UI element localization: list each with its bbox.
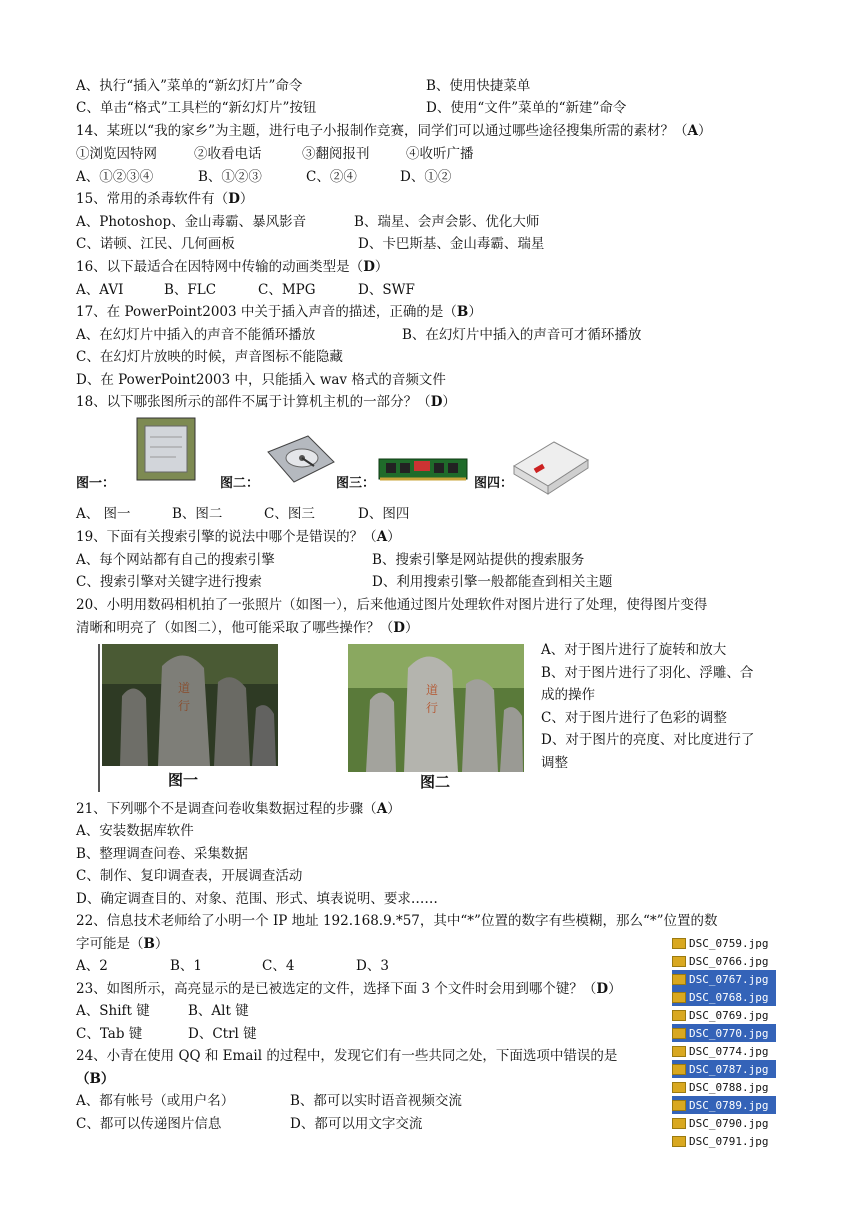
q18-option-b: B、图二 [172,506,223,522]
q17-option-a: A、在幻灯片中插入的声音不能循环播放 [76,327,316,343]
q17-answer: B [456,304,469,320]
file-item[interactable] [672,1114,776,1132]
scanner-image [508,436,594,496]
jpg-file-icon [672,1136,686,1147]
q18-stem: 18、以下哪张图所示的部件不属于计算机主机的一部分？（D） [76,394,456,410]
fig3-label: 图三： [336,476,376,491]
q20-option-c: C、对于图片进行了色彩的调整 [541,710,727,726]
fig1-label: 图一： [76,476,116,491]
file-name: DSC_0767.jpg [689,972,769,986]
photo-original [102,644,278,766]
q15-stem: 15、常用的杀毒软件有（D） [76,191,254,207]
q14-stem: 14、某班以“我的家乡”为主题，进行电子小报制作竞赛，同学们可以通过哪些途径搜集所需的素材？（A） [76,123,712,139]
figure-divider [98,644,100,792]
q14-item-3: ③翻阅报刊 [302,146,370,162]
q21-answer: A [376,801,388,817]
jpg-file-icon [672,1046,686,1057]
q22-answer: B [143,936,155,952]
q24-option-c: C、都可以传递图片信息 [76,1116,222,1132]
jpg-file-icon [672,992,686,1003]
photo2-caption: 图二 [420,773,451,791]
q13-option-c: C、单击“格式”工具栏的“新幻灯片”按钮 [76,100,317,116]
q14-item-1: ①浏览因特网 [76,146,157,162]
svg-text:道: 道 [426,683,439,697]
q15-option-d: D、卡巴斯基、金山毒霸、瑞星 [358,236,545,252]
q17-stem: 17、在 PowerPoint2003 中关于插入声音的描述，正确的是（B） [76,304,482,320]
q19-option-b: B、搜索引擎是网站提供的搜索服务 [372,552,585,568]
file-name: DSC_0774.jpg [689,1044,769,1058]
q22-option-a: A、2 [76,958,108,974]
q20-option-b-line1: B、对于图片进行了羽化、浮雕、合 [541,665,754,681]
file-name: DSC_0788.jpg [689,1080,769,1094]
q14-option-c: C、②④ [306,169,357,185]
q18-option-c: C、图三 [264,506,315,522]
q14-answer: A [687,123,698,139]
file-name: DSC_0766.jpg [689,954,769,968]
q17-option-b: B、在幻灯片中插入的声音可才循环播放 [402,327,642,343]
photo1-caption: 图一 [168,771,199,789]
q19-option-d: D、利用搜索引擎一般都能查到相关主题 [372,574,613,590]
q13-option-d: D、使用“文件”菜单的“新建”命令 [426,100,627,116]
q16-stem: 16、以下最适合在因特网中传输的动画类型是（D） [76,259,389,275]
jpg-file-icon [672,1064,686,1075]
q23-option-d: D、Ctrl 键 [188,1026,257,1042]
q15-option-a: A、Photoshop、金山毒霸、暴风影音 [76,214,307,230]
cpu-image [136,417,196,481]
q19-answer: A [376,529,388,545]
q16-option-a: A、AVI [76,282,124,298]
q24-option-a: A、都有帐号（或用户名） [76,1093,235,1109]
file-name: DSC_0787.jpg [689,1062,769,1076]
q24-stem: 24、小青在使用 QQ 和 Email 的过程中，发现它们有一些共同之处，下面选项中错误的是 [76,1048,618,1064]
q20-option-d-line1: D、对于图片的亮度、对比度进行了 [541,732,755,748]
q23-option-c: C、Tab 键 [76,1026,143,1042]
q16-option-d: D、SWF [358,282,415,298]
file-item[interactable] [672,1060,776,1078]
q23-option-b: B、Alt 键 [188,1003,249,1019]
file-name: DSC_0770.jpg [689,1026,769,1040]
jpg-file-icon [672,974,686,985]
q22-stem-line1: 22、信息技术老师给了小明一个 IP 地址 192.168.9.*57，其中“*”位置的数字有些模糊，那么“*”位置的数 [76,913,718,929]
file-item[interactable] [672,1006,776,1024]
q17-option-c: C、在幻灯片放映的时候，声音图标不能隐藏 [76,349,343,365]
q15-option-c: C、诺顿、江民、几何画板 [76,236,235,252]
q23-stem: 23、如图所示，高亮显示的是已被选定的文件，选择下面 3 个文件时会用到哪个键？（D） [76,981,622,997]
q14-option-b: B、①②③ [198,169,262,185]
q22-option-b: B、1 [170,958,203,974]
q18-option-d: D、图四 [358,506,410,522]
q14-item-4: ④收听广播 [406,146,474,162]
file-item[interactable] [672,1042,776,1060]
jpg-file-icon [672,938,686,949]
photo-processed [348,644,524,772]
file-name: DSC_0769.jpg [689,1008,769,1022]
file-name: DSC_0790.jpg [689,1116,769,1130]
jpg-file-icon [672,1100,686,1111]
q20-option-a: A、对于图片进行了旋转和放大 [541,642,727,658]
q21-option-d: D、确定调查目的、对象、范围、形式、填表说明、要求…… [76,891,438,907]
q24-answer: （B） [76,1071,115,1087]
jpg-file-icon [672,1082,686,1093]
q20-option-b-line2: 成的操作 [541,687,595,703]
q21-option-b: B、整理调查问卷、采集数据 [76,846,248,862]
svg-text:行: 行 [426,701,439,715]
q23-answer: D [596,981,609,997]
file-item[interactable] [672,952,776,970]
q14-option-a: A、①②③④ [76,169,154,185]
q23-option-a: A、Shift 键 [76,1003,150,1019]
file-name: DSC_0791.jpg [689,1134,769,1148]
q24-option-d: D、都可以用文字交流 [290,1116,423,1132]
file-item[interactable] [672,970,776,988]
q20-stem-line1: 20、小明用数码相机拍了一张照片（如图一），后来他通过图片处理软件对图片进行了处理，使得图片变得 [76,597,708,613]
q19-stem: 19、下面有关搜索引擎的说法中哪个是错误的？（A） [76,529,401,545]
file-item[interactable] [672,988,776,1006]
q14-item-2: ②收看电话 [194,146,262,162]
file-name: DSC_0759.jpg [689,936,769,950]
q22-option-c: C、4 [262,958,295,974]
jpg-file-icon [672,1028,686,1039]
q13-option-a: A、执行“插入”菜单的“新幻灯片”命令 [76,78,303,94]
file-name: DSC_0789.jpg [689,1098,769,1112]
q14-option-d: D、①② [400,169,452,185]
q24-option-b: B、都可以实时语音视频交流 [290,1093,462,1109]
q13-option-b: B、使用快捷菜单 [426,78,531,94]
q16-answer: D [363,259,375,275]
q16-option-b: B、FLC [164,282,217,298]
q16-option-c: C、MPG [258,282,316,298]
fig4-label: 图四： [474,476,514,491]
jpg-file-icon [672,956,686,967]
hard-drive-image [262,432,336,486]
ram-module-image [378,455,468,483]
jpg-file-icon [672,1118,686,1129]
q19-option-c: C、搜索引擎对关键字进行搜索 [76,574,262,590]
file-name: DSC_0768.jpg [689,990,769,1004]
file-list [672,934,776,1150]
file-item[interactable] [672,934,776,952]
fig2-label: 图二： [220,476,260,491]
q21-stem: 21、下列哪个不是调查问卷收集数据过程的步骤（A） [76,801,401,817]
q17-option-d: D、在 PowerPoint2003 中，只能插入 wav 格式的音频文件 [76,372,446,388]
q21-option-c: C、制作、复印调查表，开展调查活动 [76,868,303,884]
q18-option-a: A、 图一 [76,506,131,522]
q22-stem-line2: 字可能是（B） [76,936,169,952]
q20-stem-line2: 清晰和明亮了（如图二），他可能采取了哪些操作？（D） [76,620,419,636]
svg-text:道: 道 [178,681,191,695]
q20-option-d-line2: 调整 [541,755,568,771]
file-item[interactable] [672,1096,776,1114]
q15-answer: D [228,191,240,207]
file-item[interactable] [672,1132,776,1150]
svg-text:行: 行 [178,699,191,713]
jpg-file-icon [672,1010,686,1021]
file-item[interactable] [672,1024,776,1042]
q18-answer: D [430,394,443,410]
q22-option-d: D、3 [356,958,389,974]
q21-option-a: A、安装数据库软件 [76,823,194,839]
q15-option-b: B、瑞星、会声会影、优化大师 [354,214,540,230]
file-item[interactable] [672,1078,776,1096]
q20-answer: D [393,620,405,636]
q19-option-a: A、每个网站都有自己的搜索引擎 [76,552,275,568]
